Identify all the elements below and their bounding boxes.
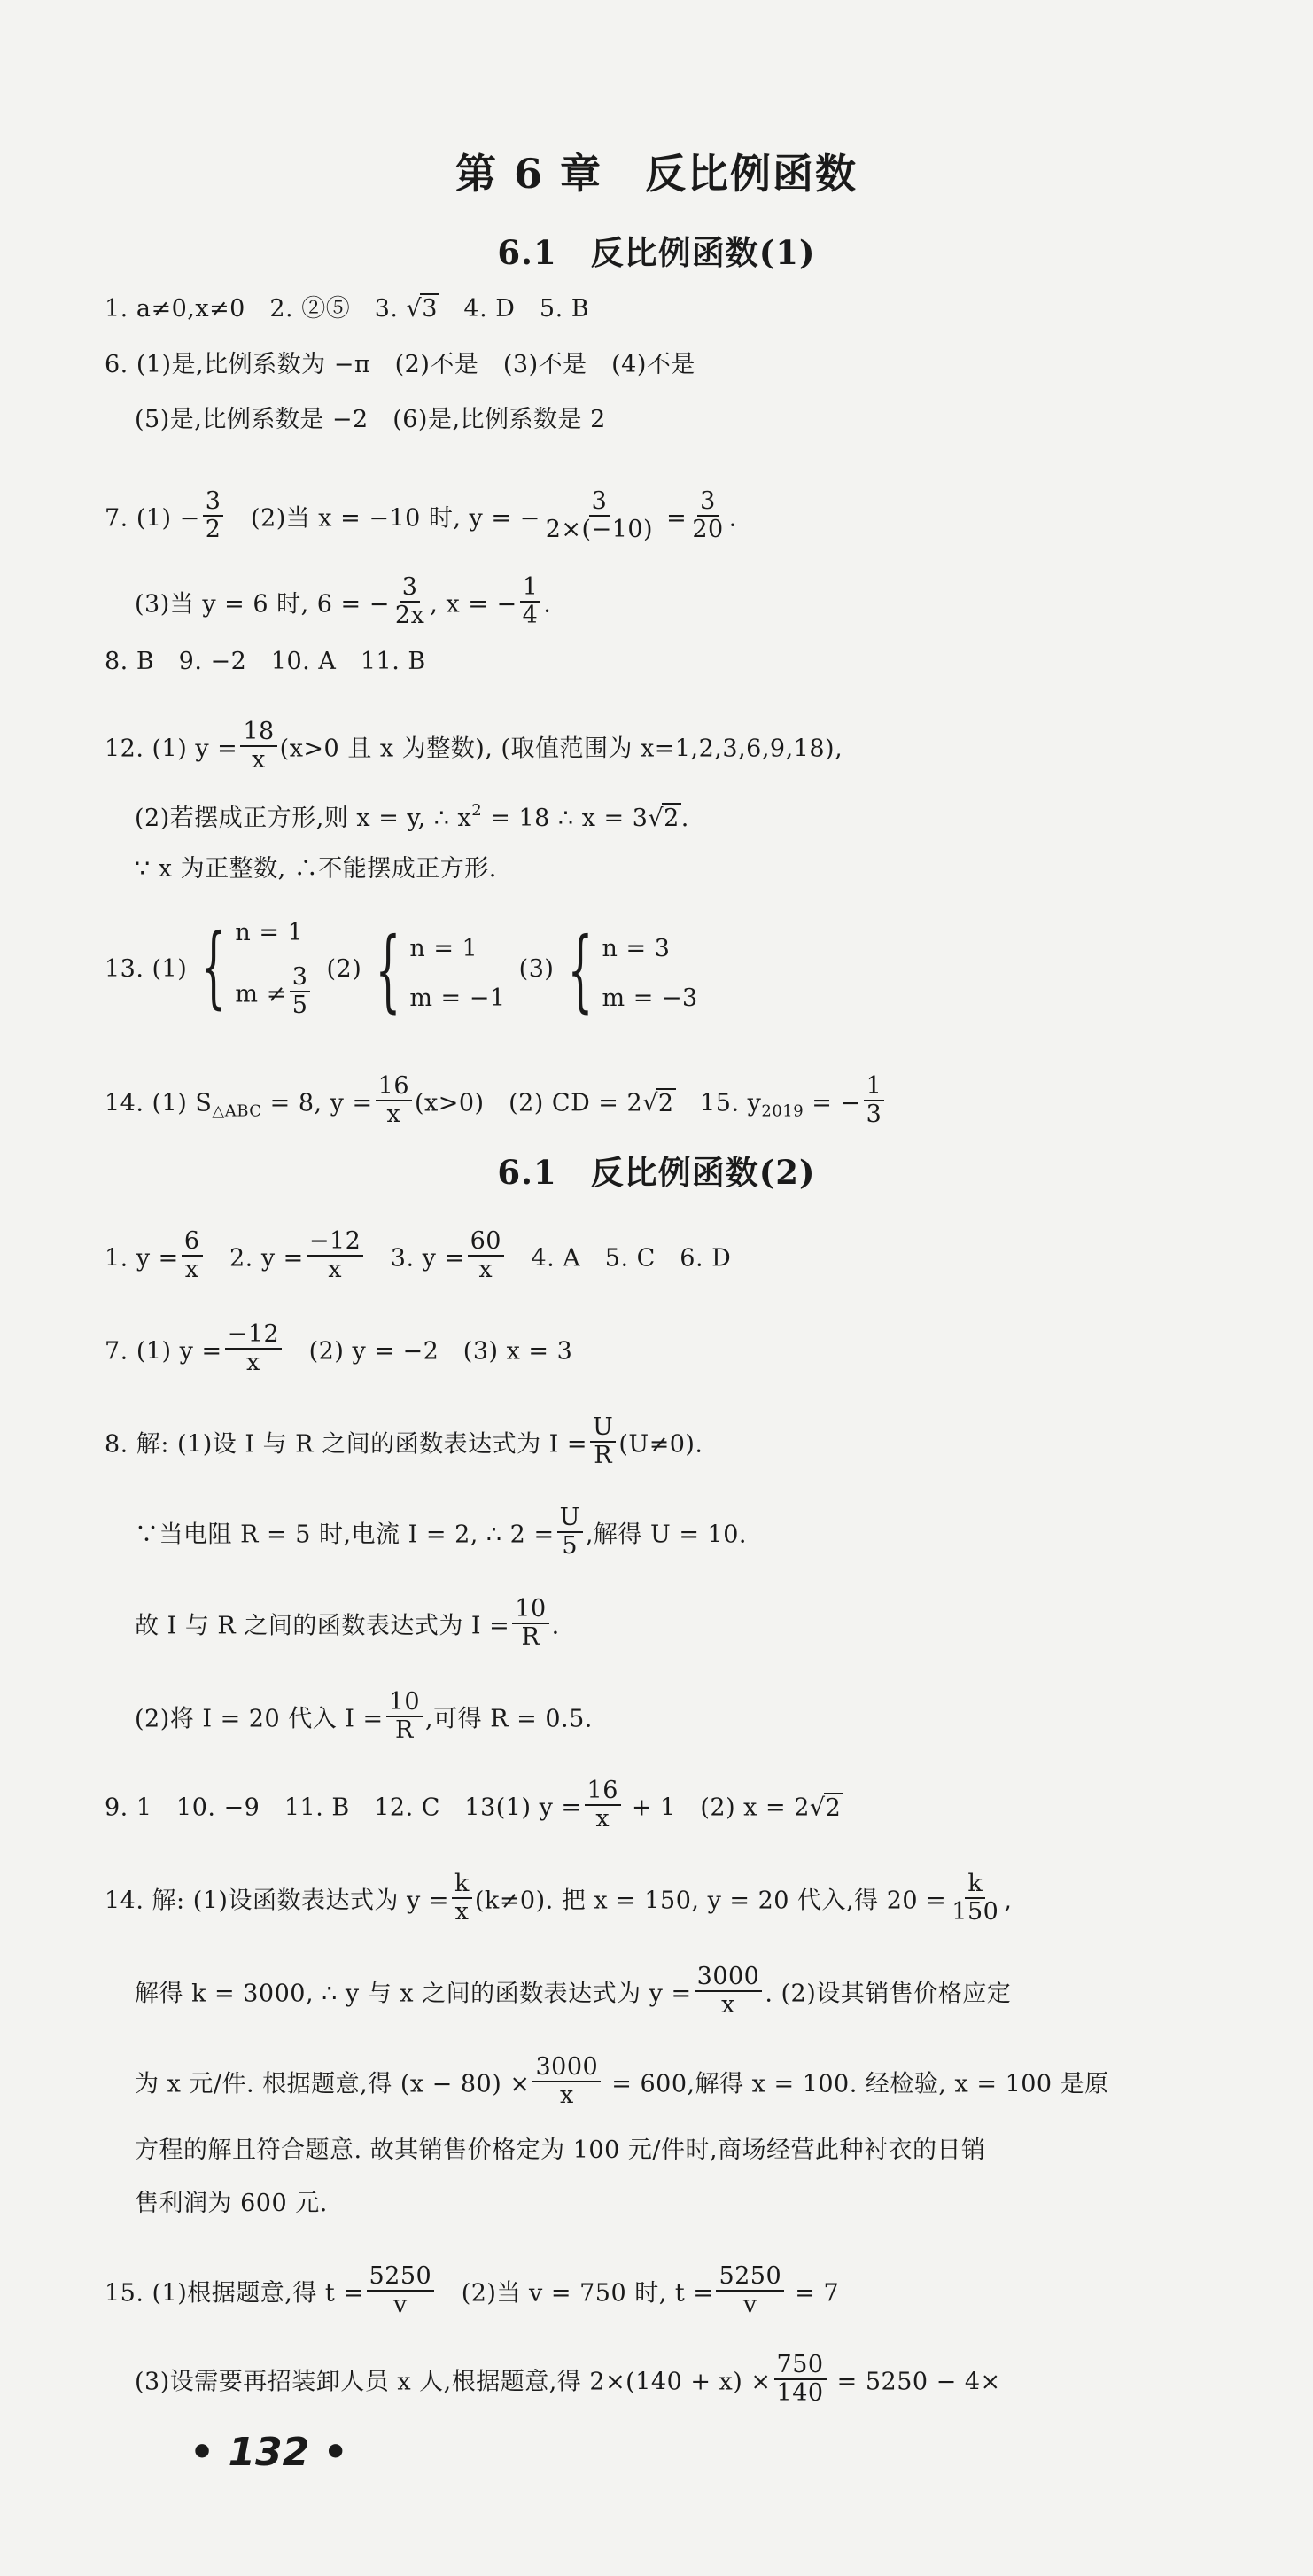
fraction: $\frac{1}{4}$ [520,574,541,629]
equation-system: { n = 1 m = −1 [375,917,506,1022]
fraction: $\frac{-12}{x}$ [225,1321,282,1376]
answer-line: ∵当电阻 R = 5 时,电流 I = 2, ∴ 2 = $\frac{U}{5}$ ,解得 U = 10. [135,1504,747,1560]
fraction: $\frac{3}{2}$ [203,488,224,543]
answer-line: ∵ x 为正整数, ∴不能摆成正方形. [135,855,497,883]
page-number: • 132 • [190,2430,348,2475]
answer-line: (3)当 y = 6 时, 6 = − $\frac{3}{2x}$ , x = − $\frac{1}{4}$ . [135,573,552,629]
answer-line: 故 I 与 R 之间的函数表达式为 I = $\frac{10}{R}$ . [135,1595,560,1651]
fraction: $\frac{10}{R}$ [386,1689,423,1744]
fraction: $\frac{U}{5}$ [557,1505,583,1560]
answer-line: 9. 1 10. −9 11. B 12. C 13(1) y = $\frac{16}{x}$ + 1 (2) x = 2√2 [105,1777,842,1833]
answer-line: 12. (1) y = $\frac{18}{x}$ (x>0 且 x 为整数), (取值范围为 x=1,2,3,6,9,18), [105,718,843,774]
answer-line: 14. 解: (1)设函数表达式为 y = $\frac{k}{x}$ (k≠0). 把 x = 150, y = 20 代入,得 20 = $\frac{k}{150}$ , [105,1870,1013,1926]
fraction: $\frac{3}{2x}$ [394,573,425,629]
fraction: $\frac{3}{20}$ [692,487,724,543]
chapter-title: 第 6 章 反比例函数 [454,150,858,198]
fraction: $\frac{750}{140}$ [774,2352,827,2407]
answer-line: 15. (1)根据题意,得 t = $\frac{5250}{v}$ (2)当 v = 750 时, t = $\frac{5250}{v}$ = 7 [105,2262,840,2318]
fraction: $\frac{3000}{x}$ [532,2054,601,2109]
answer-line: 售利润为 600 元. [135,2190,328,2217]
answer-line: 7. (1) y = $\frac{-12}{x}$ (2) y = −2 (3) x = 3 [105,1320,573,1376]
fraction: $\frac{k}{150}$ [952,1870,999,1926]
section-title-2: 6.1 反比例函数(2) [497,1153,816,1192]
fraction: $\frac{1}{3}$ [864,1073,885,1128]
answer-line: 1. y = $\frac{6}{x}$ 2. y = $\frac{-12}{x}$ 3. y = $\frac{60}{x}$ 4. A 5. C 6. D [105,1227,732,1283]
fraction: $\frac{U}{R}$ [590,1414,616,1469]
answer-line: 14. (1) $S_{\triangle ABC} = 8$, y = $\frac{16}{x}$ (x>0) (2) CD = 2√2 15. $y_{2019}$ = − $\frac{1}{3}$ [105,1077,887,1132]
fraction: $\frac{3}{5}$ [290,964,311,1019]
answer-line: 7. (1) − $\frac{3}{2}$ (2)当 x = −10 时, y = − $\frac{3}{2\times(-10)}$ = $\frac{3}{20}$ . [105,487,737,543]
answer-line: 方程的解且符合题意. 故其销售价格定为 100 元/件时,商场经营此种衬衣的日销 [135,2136,986,2164]
answer-line: 8. B 9. −2 10. A 11. B [105,648,426,675]
fraction: $\frac{3000}{x}$ [695,1964,763,2019]
fraction: $\frac{3}{2\times(-10)}$ [545,487,654,543]
equation-system: { n = 3 m = −3 [568,917,698,1022]
answer-line: 为 x 元/件. 根据题意,得 (x − 80) × $\frac{3000}{x}$ = 600,解得 x = 100. 经检验, x = 100 是原 [135,2053,1109,2109]
fraction: $\frac{k}{x}$ [452,1871,472,1926]
fraction: $\frac{10}{R}$ [512,1596,548,1651]
fraction: $\frac{6}{x}$ [182,1228,203,1283]
answer-line: (3)设需要再招装卸人员 x 人,根据题意,得 2×(140 + x) × $\frac{750}{140}$ = 5250 − 4× [135,2351,1001,2407]
equation-system: { n = 1 m ≠ $\frac{3}{5}$ [192,918,313,1023]
answer-line: (5)是,比例系数是 −2 (6)是,比例系数是 2 [135,406,606,433]
answer-line: (2)若摆成正方形,则 x = y, ∴ $x^2 = 18$ ∴ x = 3√2. [135,801,689,832]
fraction: $\frac{16}{x}$ [376,1073,412,1128]
fraction: $\frac{5250}{v}$ [716,2263,784,2318]
answer-line: 解得 k = 3000, ∴ y 与 x 之间的函数表达式为 y = $\frac{3000}{x}$ . (2)设其销售价格应定 [135,1963,1012,2019]
fraction: $\frac{60}{x}$ [468,1228,504,1283]
answer-line: (2)将 I = 20 代入 I = $\frac{10}{R}$ ,可得 R = 0.5. [135,1688,593,1744]
fraction: $\frac{18}{x}$ [240,719,276,774]
answer-line: 8. 解: (1)设 I 与 R 之间的函数表达式为 I = $\frac{U}{R}$ (U≠0). [105,1413,703,1469]
fraction: $\frac{16}{x}$ [585,1778,621,1833]
answer-line: 13. (1) { n = 1 m ≠ $\frac{3}{5}$ (2) { n = 1 m = −1 (3) { n = 3 m = −3 [105,914,698,1022]
fraction: $\frac{-12}{x}$ [307,1228,363,1283]
fraction: $\frac{5250}{v}$ [367,2263,435,2318]
answer-line: 1. a≠0,x≠0 2. ②⑤ 3. √3 4. D 5. B [105,295,590,323]
answer-line: 6. (1)是,比例系数为 −π (2)不是 (3)不是 (4)不是 [105,351,695,378]
section-title-1: 6.1 反比例函数(1) [497,233,816,272]
